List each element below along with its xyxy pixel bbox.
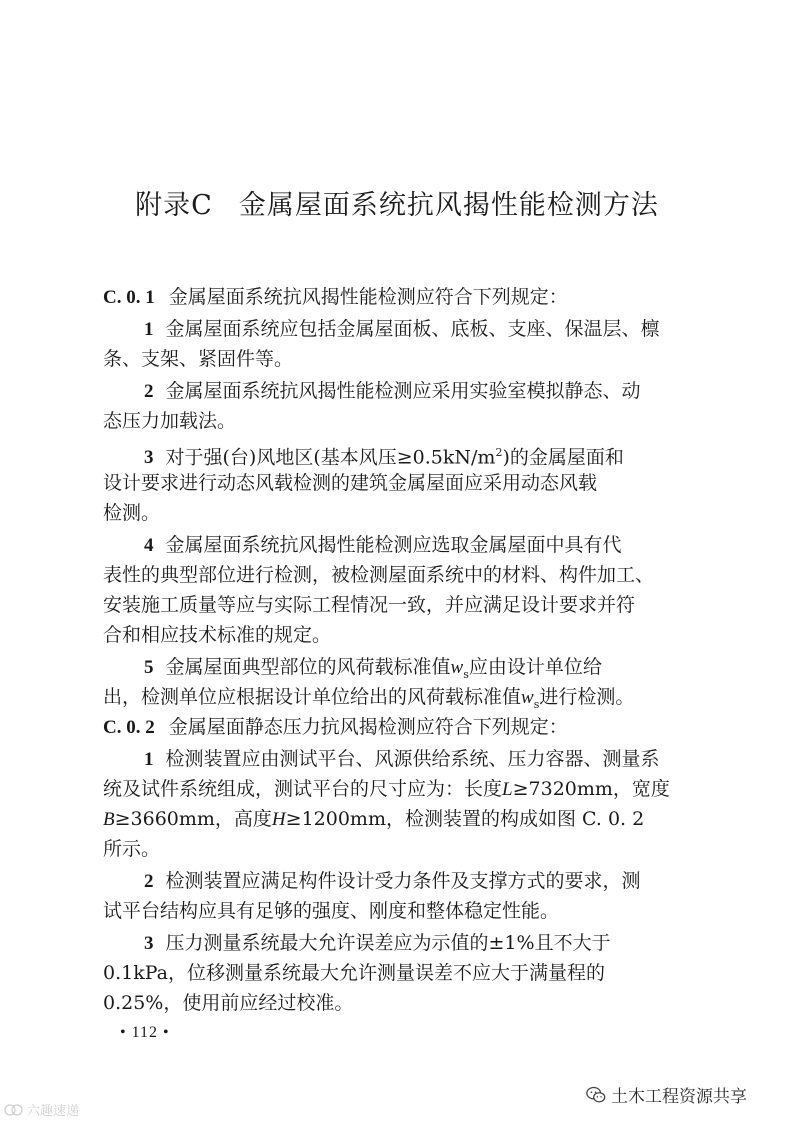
item-number: 1 <box>144 319 154 340</box>
item-text: 检测。 <box>103 502 161 524</box>
clause-c01-heading <box>103 284 568 311</box>
item-text: 合和相应技术标准的规定。 <box>103 624 332 646</box>
math-variable: w <box>450 657 464 678</box>
item-text: 金属屋面典型部位的风荷载标准值 <box>165 656 451 678</box>
watermark-text: 土木工程资源共享 <box>611 1087 747 1107</box>
item-text: 0.25%，使用前应经过校准。 <box>103 992 354 1014</box>
item-number: 3 <box>144 933 154 954</box>
item-text: 态压力加载法。 <box>103 410 237 432</box>
appendix-title-text: 金属屋面系统抗风揭性能检测方法 <box>238 190 659 221</box>
item-line <box>103 990 353 1016</box>
page-number: • 112 • <box>120 1024 170 1041</box>
item-text: ≥1200mm，检测装置的构成如图 C. 0. 2 <box>285 808 645 830</box>
item-line <box>103 500 160 526</box>
item-line <box>103 960 605 986</box>
item-text: 所示。 <box>103 838 161 860</box>
item-text: 试平台结构应具有足够的强度、刚度和整体稳定性能。 <box>103 900 560 922</box>
math-variable: B <box>103 809 115 830</box>
item-line <box>103 836 160 862</box>
item-line <box>144 654 602 688</box>
subscript: s <box>463 667 469 681</box>
item-text: )的金属屋面和 <box>502 446 624 469</box>
item-text: 压力测量系统最大允许误差应为示值的±1%且不大于 <box>165 932 611 954</box>
watermark-wechat <box>585 1082 747 1107</box>
item-text: 金属屋面系统抗风揭性能检测应采用实验室模拟静态、动 <box>165 380 641 402</box>
item-line <box>144 532 622 559</box>
clause-number: C. 0. 1 <box>103 287 155 308</box>
item-line <box>103 562 654 588</box>
item-text: ≥3660mm，高度 <box>114 808 272 830</box>
logo-icon <box>4 1102 24 1118</box>
item-line <box>103 470 597 496</box>
item-text: 对于强(台)风地区(基本风压≥0.5kN/m <box>165 446 496 469</box>
item-line <box>103 592 635 618</box>
item-text: 设计要求进行动态风载检测的建筑金属屋面应采用动态风载 <box>103 472 598 494</box>
item-text: 条、支架、紧固件等。 <box>103 348 294 370</box>
subscript: s <box>533 697 540 711</box>
item-line <box>144 746 660 773</box>
item-text: ≥7320mm，宽度 <box>512 778 670 800</box>
math-variable: L <box>502 779 513 800</box>
item-line <box>144 440 624 471</box>
item-text: 检测装置应由测试平台、风源供给系统、压力容器、测量系 <box>165 748 660 770</box>
item-text: 安装施工质量等应与实际工程情况一致，并应满足设计要求并符 <box>103 594 636 616</box>
item-text: 出，检测单位应根据设计单位给出的风荷载标准值 <box>103 686 522 708</box>
wechat-icon <box>585 1084 607 1106</box>
math-variable: w <box>521 687 534 708</box>
item-number: 3 <box>144 447 154 469</box>
item-number: 1 <box>144 749 154 770</box>
item-number: 4 <box>144 535 154 556</box>
item-line <box>103 622 331 648</box>
item-text: 统及试件系统组成，测试平台的尺寸应为：长度 <box>103 778 503 800</box>
appendix-title <box>0 183 794 222</box>
math-variable: H <box>271 809 286 830</box>
watermark-left-text: 六趣速递 <box>27 1104 80 1119</box>
clause-heading-text: 金属屋面静态压力抗风揭检测应符合下列规定： <box>168 716 568 738</box>
item-line <box>144 316 660 343</box>
item-line <box>103 408 236 434</box>
item-line <box>144 930 611 957</box>
item-line <box>103 898 559 924</box>
clause-number: C. 0. 2 <box>103 717 155 738</box>
item-line <box>103 776 670 803</box>
superscript: 2 <box>495 446 503 459</box>
item-number: 5 <box>144 657 154 678</box>
item-text: 金属屋面系统应包括金属屋面板、底板、支座、保温层、檩 <box>165 318 660 340</box>
item-text: 进行检测。 <box>539 686 635 708</box>
item-line <box>103 806 644 833</box>
item-number: 2 <box>144 871 154 892</box>
item-line <box>144 378 641 405</box>
appendix-label: 附录C <box>135 190 213 221</box>
clause-c02-heading <box>103 714 568 741</box>
item-line <box>103 346 293 372</box>
item-text: 应由设计单位给 <box>468 656 602 678</box>
item-text: 检测装置应满足构件设计受力条件及支撑方式的要求，测 <box>165 870 641 892</box>
item-number: 2 <box>144 381 154 402</box>
item-text: 表性的典型部位进行检测，被检测屋面系统中的材料、构件加工、 <box>103 564 655 586</box>
item-text: 金属屋面系统抗风揭性能检测应选取金属屋面中具有代 <box>165 534 622 556</box>
item-line <box>144 868 641 895</box>
watermark-left <box>4 1100 79 1119</box>
item-line <box>103 684 634 718</box>
item-text: 0.1kPa，位移测量系统最大允许测量误差不应大于满量程的 <box>103 962 605 984</box>
clause-heading-text: 金属屋面系统抗风揭性能检测应符合下列规定： <box>168 286 568 308</box>
